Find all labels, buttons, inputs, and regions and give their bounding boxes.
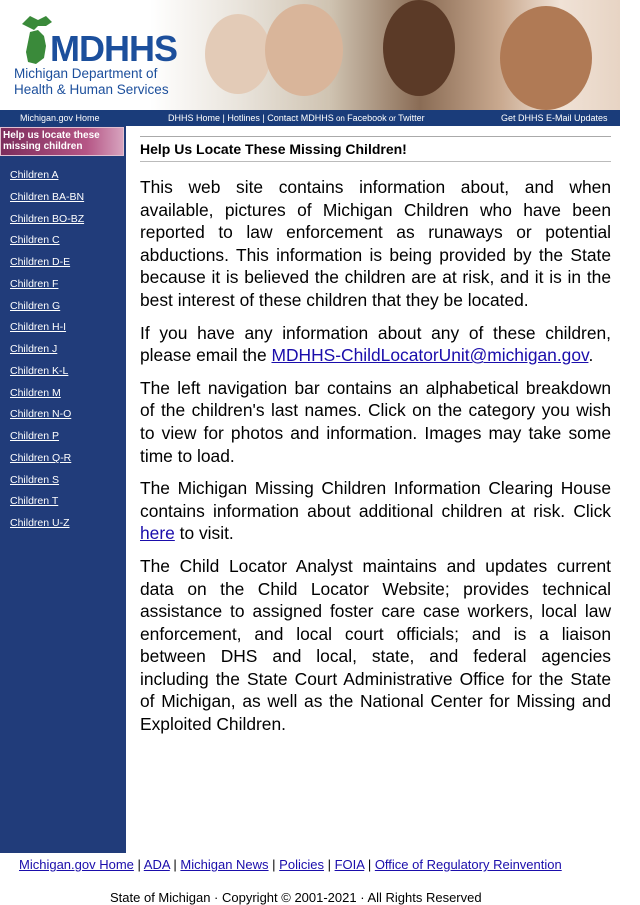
- nav-email-updates-link[interactable]: Get DHHS E-Mail Updates: [501, 113, 608, 123]
- sidebar-item: [10, 252, 84, 274]
- sidebar-item: [10, 187, 84, 209]
- sidebar-link-children-k-l[interactable]: Children K-L: [10, 364, 69, 377]
- nav-twitter-link[interactable]: Twitter: [398, 113, 425, 123]
- nav-separator: |: [259, 113, 268, 123]
- logo-text: MDHHS: [50, 28, 177, 69]
- main-content: [140, 136, 611, 736]
- clearing-house-text: The Michigan Missing Children Information Clearing House contains information about additional children at risk. Click: [140, 478, 611, 521]
- footer-separator: |: [133, 857, 144, 872]
- sidebar-link-children-f[interactable]: Children F: [10, 277, 59, 290]
- dept-name-line1: Michigan Department of: [14, 66, 158, 81]
- sidebar-item: [10, 317, 84, 339]
- mdhhs-logo[interactable]: [12, 10, 192, 102]
- page-title: Help Us Locate These Missing Children!: [140, 141, 407, 157]
- header-banner: [0, 0, 620, 110]
- navigation-paragraph: The left navigation bar contains an alphabetical breakdown of the children's last names. Click on the category you wish to view for photos and information. Images may take some time to load.: [140, 377, 611, 466]
- nav-dhhs-home-link[interactable]: DHHS Home: [168, 113, 221, 123]
- help-locate-badge-text: Help us locate these missing children: [3, 130, 100, 152]
- sidebar-item: [10, 491, 84, 513]
- nav-on-text: on: [333, 114, 348, 123]
- copyright-text: State of Michigan · Copyright © 2001-2021 · All Rights Reserved: [110, 890, 482, 905]
- sidebar-link-children-ba-bn[interactable]: Children BA-BN: [10, 190, 85, 203]
- clearing-house-end: to visit.: [174, 523, 234, 544]
- sidebar-item: [10, 470, 84, 492]
- banner-photo-person-1: [205, 14, 271, 94]
- nav-or-text: or: [386, 114, 399, 123]
- help-locate-badge: [0, 127, 124, 156]
- banner-photo-person-3: [383, 0, 455, 96]
- dept-name-line2: Health & Human Services: [14, 82, 169, 97]
- email-paragraph-text: If you have any information about any of these children, please email the: [140, 322, 611, 366]
- nav-michigan-home-link[interactable]: Michigan.gov Home: [20, 113, 100, 123]
- footer-regulatory-reinvention-link[interactable]: Office of Regulatory Reinvention: [374, 857, 562, 872]
- sidebar-link-children-bo-bz[interactable]: Children BO-BZ: [10, 212, 85, 225]
- footer-michigan-news-link[interactable]: Michigan News: [180, 857, 269, 872]
- sidebar-item: [10, 513, 84, 535]
- footer-separator: |: [323, 857, 335, 872]
- sidebar-item: [10, 383, 84, 405]
- sidebar-link-children-u-z[interactable]: Children U-Z: [10, 517, 70, 529]
- sidebar-link-children-n-o[interactable]: Children N-O: [10, 408, 72, 421]
- sidebar-item: [10, 339, 84, 361]
- title-rule-bottom: [140, 161, 611, 162]
- clearing-house-here-link[interactable]: here: [140, 523, 175, 544]
- sidebar-item: [10, 274, 84, 296]
- sidebar-item: [10, 426, 84, 448]
- sidebar-item: [10, 209, 84, 231]
- email-paragraph: [140, 322, 611, 367]
- sidebar-link-children-q-r[interactable]: Children Q-R: [10, 451, 72, 464]
- nav-facebook-link[interactable]: Facebook: [347, 113, 387, 123]
- footer-separator: |: [268, 857, 280, 872]
- sidebar-link-children-p[interactable]: Children P: [10, 430, 60, 442]
- footer-foia-link[interactable]: FOIA: [334, 857, 365, 872]
- sidebar-item: [10, 404, 84, 426]
- sidebar-link-children-a[interactable]: Children A: [10, 169, 59, 181]
- sidebar-link-children-s[interactable]: Children S: [10, 473, 60, 486]
- banner-photo-person-4: [500, 6, 592, 110]
- analyst-paragraph: The Child Locator Analyst maintains and updates current data on the Child Locator Website; provides technical assistance to assigned foster care case workers, local law enforcement, and local court officials; and is a liaison between DHS and local, state, and federal agencies including the State Court Administrative Office for the State of Michigan, as well as the National Center for Missing and Exploited Children.: [140, 555, 611, 735]
- clearing-house-paragraph: [140, 477, 611, 545]
- footer-separator: |: [364, 857, 375, 872]
- footer-ada-link[interactable]: ADA: [143, 857, 170, 872]
- email-link[interactable]: MDHHS-ChildLocatorUnit@michigan.gov: [271, 345, 589, 366]
- sidebar-link-children-g[interactable]: Children G: [10, 299, 61, 312]
- sidebar-nav-list: [10, 165, 84, 535]
- sidebar-item: [10, 230, 84, 252]
- banner-photo-person-2: [265, 4, 343, 96]
- sidebar-item: [10, 296, 84, 318]
- footer-separator: |: [169, 857, 181, 872]
- sidebar-link-children-d-e[interactable]: Children D-E: [10, 256, 71, 268]
- sidebar-link-children-c[interactable]: Children C: [10, 234, 60, 247]
- sidebar-item: [10, 165, 84, 187]
- nav-separator: |: [220, 113, 228, 123]
- email-paragraph-end: .: [588, 345, 594, 366]
- sidebar-link-children-j[interactable]: Children J: [10, 343, 58, 355]
- sidebar-link-children-h-i[interactable]: Children H-I: [10, 321, 67, 334]
- sidebar-item: [10, 448, 84, 470]
- sidebar-link-children-t[interactable]: Children T: [10, 495, 59, 508]
- nav-hotlines-link[interactable]: Hotlines: [227, 113, 260, 123]
- top-nav-bar: [0, 110, 620, 126]
- sidebar-link-children-m[interactable]: Children M: [10, 386, 61, 399]
- footer-michigan-home-link[interactable]: Michigan.gov Home: [19, 857, 134, 872]
- sidebar-item: [10, 361, 84, 383]
- footer-policies-link[interactable]: Policies: [279, 857, 324, 872]
- nav-contact-link[interactable]: Contact MDHHS: [267, 113, 334, 123]
- intro-paragraph: This web site contains information about, and when available, pictures of Michigan Children who have been reported to law enforcement as runaways or potential abductions. This information is being provided by the State because it is believed the children are at risk, and it is in the best interest of these children that they be located.: [140, 177, 611, 310]
- left-sidebar: [0, 126, 126, 853]
- footer-links: [19, 857, 562, 872]
